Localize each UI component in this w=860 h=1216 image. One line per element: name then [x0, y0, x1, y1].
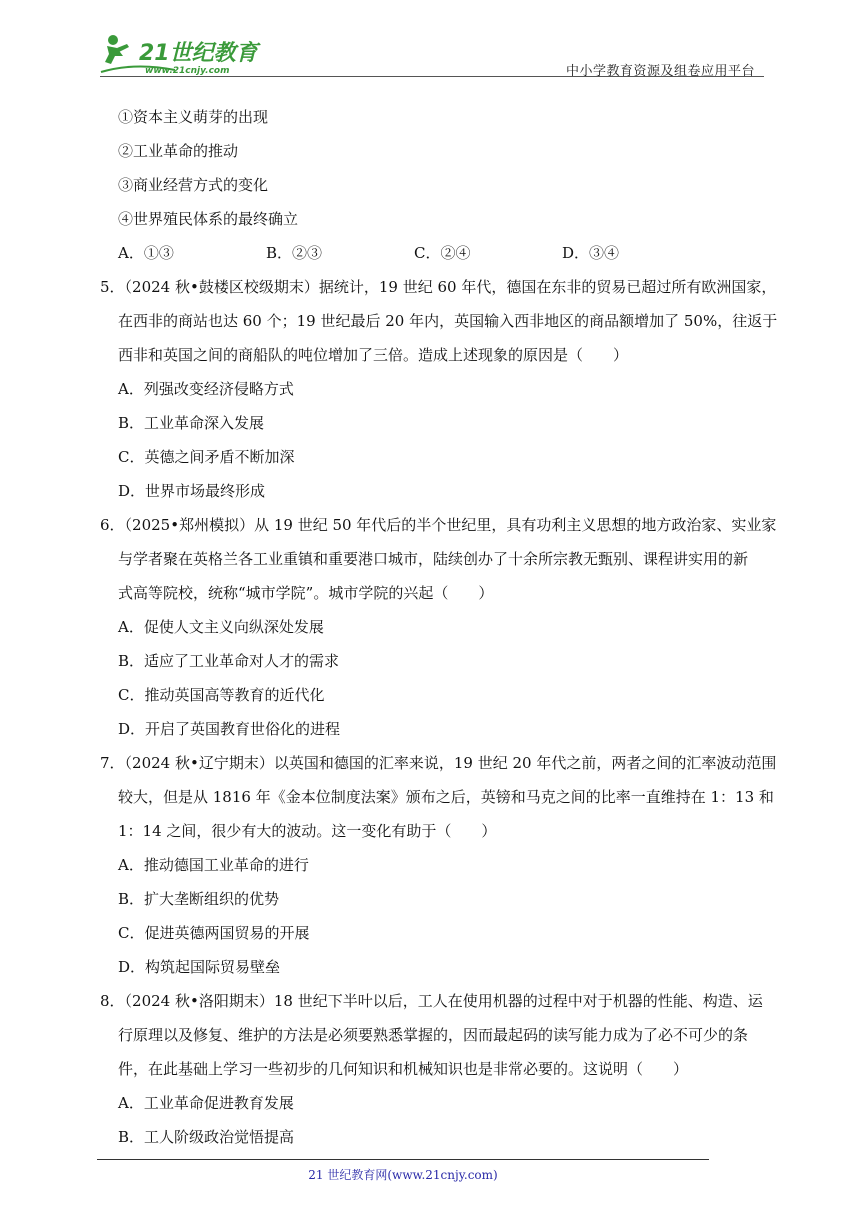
q4-option-c[interactable]: C．②④: [414, 244, 471, 262]
runner-logo-icon: [95, 32, 285, 76]
q4-option-d[interactable]: D．③④: [562, 244, 620, 262]
q7-option-a[interactable]: A．推动德国工业革命的进行: [118, 856, 309, 874]
q7-option-b[interactable]: B．扩大垄断组织的优势: [118, 890, 280, 908]
q7-option-d[interactable]: D．构筑起国际贸易壁垒: [118, 958, 281, 976]
q6-stem-line: 与学者聚在英格兰各工业重镇和重要港口城市，陆续创办了十余所宗教无甄别、课程讲实用的新: [118, 550, 749, 568]
q5-option-a[interactable]: A．列强改变经济侵略方式: [118, 380, 294, 398]
q5-stem-line: 西非和英国之间的商船队的吨位增加了三倍。造成上述现象的原因是（ ）: [118, 346, 629, 364]
q5-option-d[interactable]: D．世界市场最终形成: [118, 482, 266, 500]
page-header: [95, 32, 759, 80]
footer-link[interactable]: 21 世纪教育网(www.21cnjy.com): [308, 1168, 498, 1182]
platform-title: 中小学教育资源及组卷应用平台: [565, 64, 755, 79]
q6-stem-line: 6．（2025•郑州模拟）从 19 世纪 50 年代后的半个世纪里，具有功利主义思想的地方政治家、实业家: [100, 516, 777, 534]
q6-stem-line: 式高等院校，统称“城市学院”。城市学院的兴起（ ）: [118, 584, 494, 602]
q7-stem-line: 1：14 之间，很少有大的波动。这一变化有助于（ ）: [118, 822, 497, 840]
q5-stem-line: 5．（2024 秋•鼓楼区校级期末）据统计，19 世纪 60 年代，德国在东非的贸易已超过所有欧洲国家，: [100, 278, 777, 296]
q8-stem-line: 件，在此基础上学习一些初步的几何知识和机械知识也是非常必要的。这说明（ ）: [118, 1060, 689, 1078]
q6-option-d[interactable]: D．开启了英国教育世俗化的进程: [118, 720, 341, 738]
q4-option-b[interactable]: B．②③: [266, 244, 323, 262]
q8-stem-line: 行原理以及修复、维护的方法是必须要熟悉掌握的，因而最起码的读写能力成为了必不可少的条: [118, 1026, 749, 1044]
q8-option-a[interactable]: A．工业革命促进教育发展: [118, 1094, 294, 1112]
question-content: [100, 100, 778, 1154]
q7-option-c[interactable]: C．促进英德两国贸易的开展: [118, 924, 310, 942]
q8-stem-line: 8．（2024 秋•洛阳期末）18 世纪下半叶以后，工人在使用机器的过程中对于机器的性能、构造、运: [100, 992, 763, 1010]
logo-text: 21世纪教育: [139, 41, 258, 66]
q7-stem-line: 较大，但是从 1816 年《金本位制度法案》颁布之后，英镑和马克之间的比率一直维持在 1：13 和: [118, 788, 774, 806]
header-divider: [100, 76, 764, 77]
footer-divider: [97, 1159, 709, 1160]
q6-option-a[interactable]: A．促使人文主义向纵深处发展: [118, 618, 324, 636]
q4-item: ③商业经营方式的变化: [118, 176, 269, 194]
q4-item: ②工业革命的推动: [118, 142, 239, 160]
q8-option-b[interactable]: B．工人阶级政治觉悟提高: [118, 1128, 295, 1146]
logo-url-text: www.21cnjy.com: [145, 66, 230, 76]
site-logo[interactable]: [95, 32, 285, 76]
q4-option-a[interactable]: A．①③: [118, 244, 174, 262]
q6-option-c[interactable]: C．推动英国高等教育的近代化: [118, 686, 325, 704]
q4-item: ④世界殖民体系的最终确立: [118, 210, 299, 228]
q4-options: [118, 236, 768, 270]
q4-item: ①资本主义萌芽的出现: [118, 108, 269, 126]
q6-option-b[interactable]: B．适应了工业革命对人才的需求: [118, 652, 340, 670]
q7-stem-line: 7．（2024 秋•辽宁期末）以英国和德国的汇率来说，19 世纪 20 年代之前，两者之间的汇率波动范围: [100, 754, 777, 772]
q5-option-c[interactable]: C．英德之间矛盾不断加深: [118, 448, 295, 466]
q5-option-b[interactable]: B．工业革命深入发展: [118, 414, 265, 432]
q5-stem-line: 在西非的商站也达 60 个；19 世纪最后 20 年内，英国输入西非地区的商品额增加了 50%，往返于: [118, 312, 778, 330]
